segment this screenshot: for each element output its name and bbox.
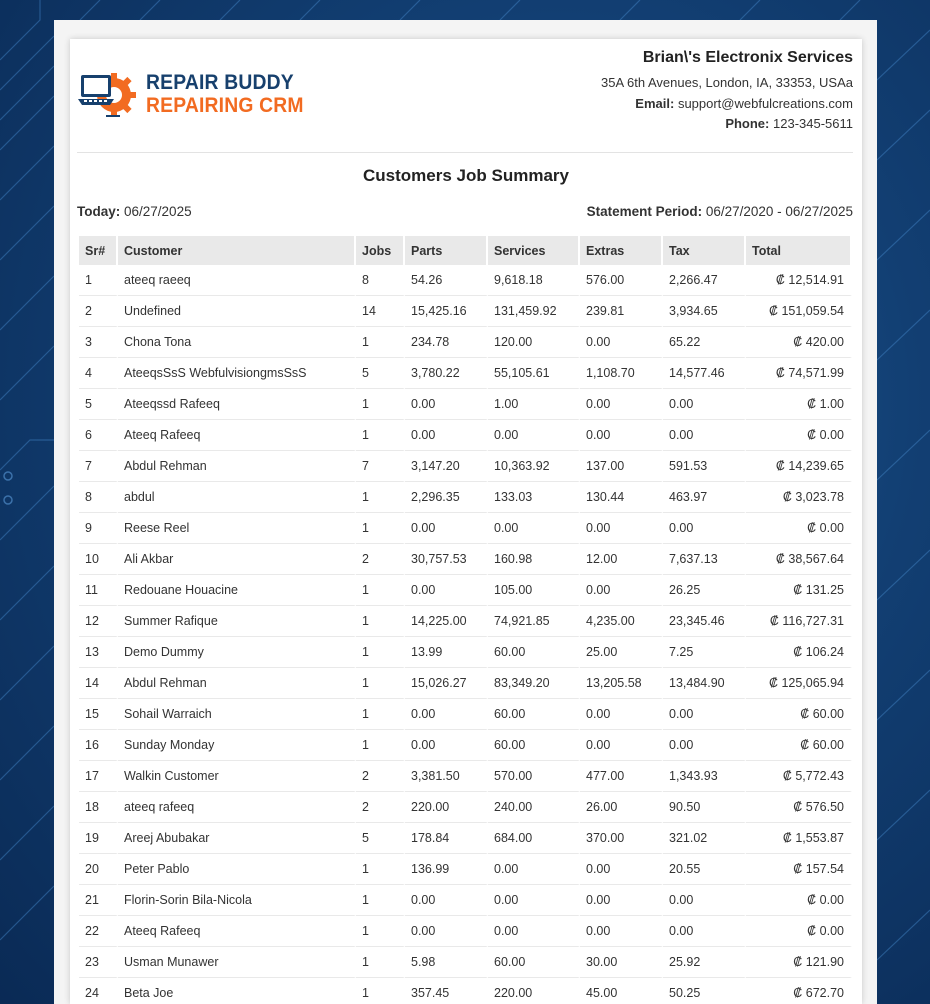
cell-tax: 2,266.47 xyxy=(663,265,746,296)
cell-tax: 14,577.46 xyxy=(663,358,746,389)
cell-total: ₡ 0.00 xyxy=(746,885,852,916)
cell-tax: 65.22 xyxy=(663,327,746,358)
cell-sr: 19 xyxy=(79,823,118,854)
cell-sr: 8 xyxy=(79,482,118,513)
cell-customer: Florin-Sorin Bila-Nicola xyxy=(118,885,356,916)
cell-total: ₡ 116,727.31 xyxy=(746,606,852,637)
cell-parts: 15,425.16 xyxy=(405,296,488,327)
table-row xyxy=(79,792,852,823)
table-row xyxy=(79,265,852,296)
cell-tax: 1,343.93 xyxy=(663,761,746,792)
cell-customer: Sunday Monday xyxy=(118,730,356,761)
table-row xyxy=(79,513,852,544)
cell-extras: 239.81 xyxy=(580,296,663,327)
cell-customer: Usman Munawer xyxy=(118,947,356,978)
cell-customer: AteeqsSsS WebfulvisiongmsSsS xyxy=(118,358,356,389)
cell-parts: 13.99 xyxy=(405,637,488,668)
cell-total: ₡ 0.00 xyxy=(746,916,852,947)
cell-tax: 7,637.13 xyxy=(663,544,746,575)
cell-customer: Ali Akbar xyxy=(118,544,356,575)
cell-services: 105.00 xyxy=(488,575,580,606)
table-row xyxy=(79,823,852,854)
column-header-services: Services xyxy=(488,236,580,265)
table-row xyxy=(79,482,852,513)
cell-jobs: 1 xyxy=(356,668,405,699)
cell-customer: Chona Tona xyxy=(118,327,356,358)
table-row xyxy=(79,730,852,761)
cell-jobs: 1 xyxy=(356,606,405,637)
cell-total: ₡ 1,553.87 xyxy=(746,823,852,854)
cell-customer: Areej Abubakar xyxy=(118,823,356,854)
column-header-customer: Customer xyxy=(118,236,356,265)
cell-tax: 0.00 xyxy=(663,389,746,420)
cell-tax: 13,484.90 xyxy=(663,668,746,699)
cell-sr: 10 xyxy=(79,544,118,575)
table-row xyxy=(79,854,852,885)
cell-sr: 6 xyxy=(79,420,118,451)
cell-sr: 17 xyxy=(79,761,118,792)
cell-total: ₡ 14,239.65 xyxy=(746,451,852,482)
cell-tax: 0.00 xyxy=(663,513,746,544)
email-value[interactable]: support@webfulcreations.com xyxy=(677,95,853,111)
cell-customer: Ateeq Rafeeq xyxy=(118,420,356,451)
table-row xyxy=(79,420,852,451)
column-header-total: Total xyxy=(746,236,852,265)
cell-parts: 2,296.35 xyxy=(405,482,488,513)
cell-customer: Summer Rafique xyxy=(118,606,356,637)
company-name: Brian\'s Electronix Services xyxy=(642,49,853,66)
cell-jobs: 1 xyxy=(356,730,405,761)
cell-extras: 26.00 xyxy=(580,792,663,823)
cell-parts: 3,147.20 xyxy=(405,451,488,482)
cell-customer: ateeq raeeq xyxy=(118,265,356,296)
cell-services: 0.00 xyxy=(488,916,580,947)
cell-sr: 9 xyxy=(79,513,118,544)
cell-tax: 23,345.46 xyxy=(663,606,746,637)
cell-parts: 0.00 xyxy=(405,420,488,451)
cell-jobs: 1 xyxy=(356,885,405,916)
cell-jobs: 5 xyxy=(356,823,405,854)
cell-sr: 21 xyxy=(79,885,118,916)
cell-extras: 25.00 xyxy=(580,637,663,668)
cell-customer: Abdul Rehman xyxy=(118,668,356,699)
cell-tax: 0.00 xyxy=(663,885,746,916)
cell-total: ₡ 0.00 xyxy=(746,420,852,451)
cell-tax: 25.92 xyxy=(663,947,746,978)
cell-jobs: 1 xyxy=(356,699,405,730)
cell-sr: 15 xyxy=(79,699,118,730)
table-body xyxy=(79,265,852,1004)
table-header-row xyxy=(79,236,852,265)
cell-total: ₡ 60.00 xyxy=(746,699,852,730)
cell-services: 60.00 xyxy=(488,637,580,668)
cell-jobs: 8 xyxy=(356,265,405,296)
cell-extras: 4,235.00 xyxy=(580,606,663,637)
cell-sr: 16 xyxy=(79,730,118,761)
cell-jobs: 1 xyxy=(356,637,405,668)
company-info xyxy=(601,49,853,135)
cell-extras: 130.44 xyxy=(580,482,663,513)
column-header-tax: Tax xyxy=(663,236,746,265)
cell-services: 0.00 xyxy=(488,885,580,916)
cell-services: 240.00 xyxy=(488,792,580,823)
cell-total: ₡ 420.00 xyxy=(746,327,852,358)
cell-sr: 7 xyxy=(79,451,118,482)
cell-jobs: 1 xyxy=(356,513,405,544)
cell-sr: 5 xyxy=(79,389,118,420)
cell-tax: 90.50 xyxy=(663,792,746,823)
cell-jobs: 2 xyxy=(356,761,405,792)
cell-services: 131,459.92 xyxy=(488,296,580,327)
table-row xyxy=(79,544,852,575)
cell-sr: 11 xyxy=(79,575,118,606)
cell-tax: 463.97 xyxy=(663,482,746,513)
cell-jobs: 1 xyxy=(356,854,405,885)
cell-services: 83,349.20 xyxy=(488,668,580,699)
cell-jobs: 7 xyxy=(356,451,405,482)
cell-sr: 12 xyxy=(79,606,118,637)
cell-parts: 5.98 xyxy=(405,947,488,978)
cell-services: 55,105.61 xyxy=(488,358,580,389)
cell-sr: 3 xyxy=(79,327,118,358)
cell-sr: 14 xyxy=(79,668,118,699)
table-row xyxy=(79,451,852,482)
cell-extras: 576.00 xyxy=(580,265,663,296)
table-row xyxy=(79,885,852,916)
cell-parts: 30,757.53 xyxy=(405,544,488,575)
cell-services: 60.00 xyxy=(488,947,580,978)
column-header-parts: Parts xyxy=(405,236,488,265)
cell-extras: 0.00 xyxy=(580,699,663,730)
cell-total: ₡ 121.90 xyxy=(746,947,852,978)
cell-extras: 45.00 xyxy=(580,978,663,1004)
cell-services: 684.00 xyxy=(488,823,580,854)
cell-tax: 0.00 xyxy=(663,699,746,730)
cell-tax: 3,934.65 xyxy=(663,296,746,327)
cell-services: 0.00 xyxy=(488,854,580,885)
cell-jobs: 14 xyxy=(356,296,405,327)
cell-jobs: 1 xyxy=(356,327,405,358)
cell-customer: Sohail Warraich xyxy=(118,699,356,730)
cell-parts: 178.84 xyxy=(405,823,488,854)
table-row xyxy=(79,637,852,668)
email-label: Email: xyxy=(635,95,675,111)
cell-total: ₡ 131.25 xyxy=(746,575,852,606)
cell-parts: 0.00 xyxy=(405,730,488,761)
cell-parts: 54.26 xyxy=(405,265,488,296)
cell-extras: 30.00 xyxy=(580,947,663,978)
cell-services: 60.00 xyxy=(488,730,580,761)
cell-services: 10,363.92 xyxy=(488,451,580,482)
cell-extras: 0.00 xyxy=(580,575,663,606)
cell-extras: 12.00 xyxy=(580,544,663,575)
cell-customer: ateeq rafeeq xyxy=(118,792,356,823)
cell-total: ₡ 38,567.64 xyxy=(746,544,852,575)
cell-total: ₡ 151,059.54 xyxy=(746,296,852,327)
job-summary-table xyxy=(79,236,852,1004)
period-label: Statement Period: xyxy=(586,204,703,219)
table-row xyxy=(79,978,852,1004)
cell-tax: 50.25 xyxy=(663,978,746,1004)
column-header-jobs: Jobs xyxy=(356,236,405,265)
cell-tax: 26.25 xyxy=(663,575,746,606)
logo-title: REPAIR BUDDY xyxy=(146,71,294,94)
cell-services: 570.00 xyxy=(488,761,580,792)
cell-parts: 0.00 xyxy=(405,916,488,947)
table-row xyxy=(79,389,852,420)
table-row xyxy=(79,358,852,389)
cell-customer: Undefined xyxy=(118,296,356,327)
cell-total: ₡ 576.50 xyxy=(746,792,852,823)
cell-total: ₡ 12,514.91 xyxy=(746,265,852,296)
cell-extras: 370.00 xyxy=(580,823,663,854)
cell-customer: Redouane Houacine xyxy=(118,575,356,606)
cell-total: ₡ 5,772.43 xyxy=(746,761,852,792)
cell-services: 0.00 xyxy=(488,513,580,544)
table-row xyxy=(79,296,852,327)
period-value: 06/27/2020 - 06/27/2025 xyxy=(705,204,853,219)
report-title: Customers Job Summary xyxy=(363,166,569,185)
cell-jobs: 5 xyxy=(356,358,405,389)
cell-customer: Abdul Rehman xyxy=(118,451,356,482)
cell-customer: Ateeq Rafeeq xyxy=(118,916,356,947)
cell-parts: 0.00 xyxy=(405,513,488,544)
cell-customer: Walkin Customer xyxy=(118,761,356,792)
cell-parts: 0.00 xyxy=(405,389,488,420)
cell-parts: 14,225.00 xyxy=(405,606,488,637)
cell-services: 220.00 xyxy=(488,978,580,1004)
cell-jobs: 1 xyxy=(356,947,405,978)
cell-sr: 22 xyxy=(79,916,118,947)
today-label: Today: xyxy=(77,204,121,219)
cell-total: ₡ 60.00 xyxy=(746,730,852,761)
cell-extras: 0.00 xyxy=(580,389,663,420)
cell-jobs: 1 xyxy=(356,420,405,451)
cell-jobs: 1 xyxy=(356,575,405,606)
company-email xyxy=(601,94,853,115)
cell-services: 133.03 xyxy=(488,482,580,513)
cell-tax: 7.25 xyxy=(663,637,746,668)
cell-services: 160.98 xyxy=(488,544,580,575)
cell-extras: 137.00 xyxy=(580,451,663,482)
cell-services: 9,618.18 xyxy=(488,265,580,296)
cell-extras: 0.00 xyxy=(580,854,663,885)
header-divider xyxy=(77,152,853,153)
cell-customer: Beta Joe xyxy=(118,978,356,1004)
cell-extras: 0.00 xyxy=(580,513,663,544)
cell-services: 60.00 xyxy=(488,699,580,730)
cell-extras: 0.00 xyxy=(580,885,663,916)
cell-sr: 1 xyxy=(79,265,118,296)
cell-parts: 0.00 xyxy=(405,575,488,606)
cell-customer: Reese Reel xyxy=(118,513,356,544)
cell-jobs: 1 xyxy=(356,978,405,1004)
cell-extras: 0.00 xyxy=(580,730,663,761)
cell-parts: 3,780.22 xyxy=(405,358,488,389)
document-header xyxy=(70,39,862,153)
cell-customer: abdul xyxy=(118,482,356,513)
cell-parts: 15,026.27 xyxy=(405,668,488,699)
cell-sr: 24 xyxy=(79,978,118,1004)
cell-parts: 0.00 xyxy=(405,699,488,730)
cell-tax: 20.55 xyxy=(663,854,746,885)
phone-label: Phone: xyxy=(725,116,770,131)
cell-parts: 0.00 xyxy=(405,885,488,916)
cell-parts: 234.78 xyxy=(405,327,488,358)
cell-tax: 321.02 xyxy=(663,823,746,854)
cell-extras: 0.00 xyxy=(580,916,663,947)
table-row xyxy=(79,761,852,792)
cell-tax: 0.00 xyxy=(663,420,746,451)
cell-sr: 20 xyxy=(79,854,118,885)
cell-tax: 0.00 xyxy=(663,730,746,761)
cell-services: 120.00 xyxy=(488,327,580,358)
cell-parts: 3,381.50 xyxy=(405,761,488,792)
cell-extras: 13,205.58 xyxy=(580,668,663,699)
cell-total: ₡ 3,023.78 xyxy=(746,482,852,513)
cell-sr: 2 xyxy=(79,296,118,327)
cell-total: ₡ 106.24 xyxy=(746,637,852,668)
cell-tax: 591.53 xyxy=(663,451,746,482)
company-phone xyxy=(601,114,853,135)
cell-parts: 220.00 xyxy=(405,792,488,823)
laptop-gear-logo-icon xyxy=(78,65,142,125)
statement-paper xyxy=(70,39,862,1004)
cell-extras: 1,108.70 xyxy=(580,358,663,389)
cell-jobs: 2 xyxy=(356,544,405,575)
cell-jobs: 1 xyxy=(356,482,405,513)
today-value: 06/27/2025 xyxy=(124,204,192,219)
cell-jobs: 2 xyxy=(356,792,405,823)
cell-services: 1.00 xyxy=(488,389,580,420)
cell-parts: 136.99 xyxy=(405,854,488,885)
cell-customer: Peter Pablo xyxy=(118,854,356,885)
cell-services: 0.00 xyxy=(488,420,580,451)
statement-period xyxy=(587,204,853,219)
cell-total: ₡ 1.00 xyxy=(746,389,852,420)
company-address: 35A 6th Avenues, London, IA, 33353, USAa xyxy=(600,75,853,90)
table-row xyxy=(79,916,852,947)
cell-extras: 0.00 xyxy=(580,420,663,451)
cell-customer: Ateeqssd Rafeeq xyxy=(118,389,356,420)
cell-total: ₡ 125,065.94 xyxy=(746,668,852,699)
cell-services: 74,921.85 xyxy=(488,606,580,637)
cell-total: ₡ 672.70 xyxy=(746,978,852,1004)
logo-subtitle: REPAIRING CRM xyxy=(146,94,304,117)
cell-jobs: 1 xyxy=(356,389,405,420)
table-row xyxy=(79,575,852,606)
table-row xyxy=(79,606,852,637)
cell-extras: 477.00 xyxy=(580,761,663,792)
column-header-extras: Extras xyxy=(580,236,663,265)
cell-sr: 23 xyxy=(79,947,118,978)
table-row xyxy=(79,699,852,730)
table-row xyxy=(79,327,852,358)
cell-customer: Demo Dummy xyxy=(118,637,356,668)
cell-sr: 13 xyxy=(79,637,118,668)
cell-tax: 0.00 xyxy=(663,916,746,947)
cell-total: ₡ 0.00 xyxy=(746,513,852,544)
repair-buddy-logo xyxy=(78,65,328,125)
cell-sr: 18 xyxy=(79,792,118,823)
table-row xyxy=(79,668,852,699)
today-date xyxy=(77,204,192,219)
cell-total: ₡ 157.54 xyxy=(746,854,852,885)
cell-sr: 4 xyxy=(79,358,118,389)
cell-extras: 0.00 xyxy=(580,327,663,358)
cell-total: ₡ 74,571.99 xyxy=(746,358,852,389)
table-row xyxy=(79,947,852,978)
column-header-sr: Sr# xyxy=(79,236,118,265)
cell-jobs: 1 xyxy=(356,916,405,947)
phone-value: 123-345-5611 xyxy=(773,116,853,131)
cell-parts: 357.45 xyxy=(405,978,488,1004)
